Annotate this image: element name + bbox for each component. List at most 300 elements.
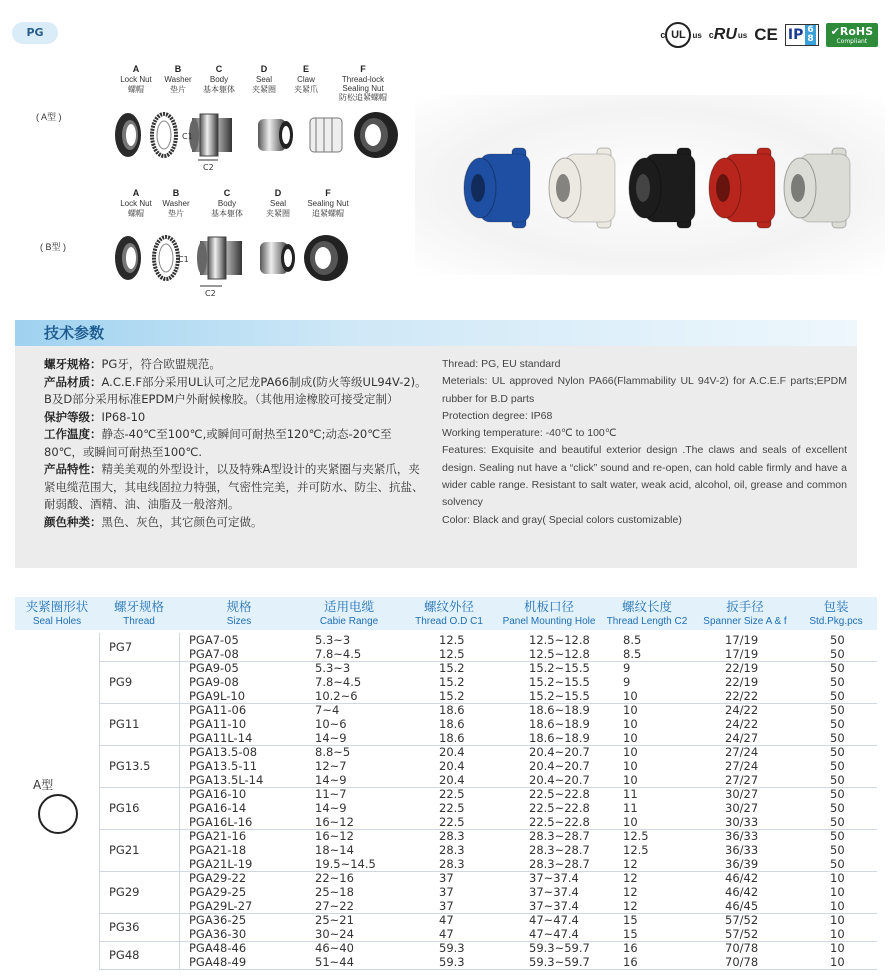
part-zh: 螺帽	[128, 209, 144, 218]
pg-series-badge: PG	[12, 22, 58, 44]
table-cell: 10	[830, 913, 845, 927]
table-cell: PGA29L-27	[189, 899, 253, 913]
part-zh: 追紧螺帽	[312, 209, 344, 218]
table-cell: 20.4~20.7	[529, 773, 590, 787]
section-header-bar	[15, 320, 857, 346]
table-row	[15, 955, 877, 969]
table-cell: 18.6~18.9	[529, 703, 590, 717]
table-cell: 47~47.4	[529, 913, 579, 927]
table-cell: 16~12	[315, 829, 354, 843]
table-cell: 50	[830, 759, 845, 773]
table-cell: 50	[830, 787, 845, 801]
table-row	[15, 773, 877, 787]
table-cell: 10	[623, 689, 638, 703]
table-cell: 10	[830, 927, 845, 941]
table-cell: 57/52	[725, 927, 759, 941]
table-row	[15, 731, 877, 745]
table-row	[15, 717, 877, 731]
table-cell: 10	[830, 941, 845, 955]
table-cell: PGA29-22	[189, 871, 247, 885]
table-cell: 25~18	[315, 885, 354, 899]
table-cell: 12.5	[623, 843, 649, 857]
part-en: Lock Nut	[120, 75, 152, 84]
table-cell: 36/39	[725, 857, 759, 871]
table-cell: 22.5	[439, 787, 465, 801]
part-zh: 基本躯体	[203, 85, 235, 94]
table-cell: 50	[830, 717, 845, 731]
table-cell: 10	[830, 885, 845, 899]
table-cell: PGA7-05	[189, 633, 239, 647]
thread-group-label: PG16	[109, 801, 140, 815]
table-cell: 50	[830, 857, 845, 871]
dim-c2-label: C2	[203, 163, 214, 172]
ru-us-mark: us	[737, 30, 748, 40]
table-cell: PGA16-14	[189, 801, 247, 815]
table-row	[15, 759, 877, 773]
table-cell: PGA11L-14	[189, 731, 253, 745]
ru-c-mark: c	[708, 30, 714, 40]
type-a-label: ( A型 )	[36, 112, 62, 122]
cable-gland-1	[464, 148, 530, 228]
spec-cn-protection: 保护等级：IP68-10	[44, 409, 146, 424]
table-cell: 10	[623, 815, 638, 829]
thread-group-label: PG13.5	[109, 759, 151, 773]
table-cell: 22.5~22.8	[529, 787, 590, 801]
spec-cn-material: 产品材质：A.C.E.F部分采用UL认可之尼龙PA66制成(防火等级UL94V-2)。B及D部分采用标准EPDM户外耐候橡胶。（其他用途橡胶可接受定制）	[44, 374, 427, 406]
part-letter: C	[215, 64, 223, 74]
table-cell: 18.6	[439, 703, 465, 717]
table-cell: 30~24	[315, 927, 354, 941]
table-cell: 7.8~4.5	[315, 675, 362, 689]
part-en: Seal	[255, 75, 272, 84]
ip-digits	[805, 25, 815, 45]
seal-hole-circle-icon	[38, 794, 78, 834]
table-cell: 16	[623, 941, 638, 955]
table-cell: 16~12	[315, 815, 354, 829]
washer-icon	[154, 237, 178, 279]
table-cell: PGA7-08	[189, 647, 239, 661]
table-cell: 18.6	[439, 731, 465, 745]
table-cell: 17/19	[725, 647, 759, 661]
table-cell: 59.3	[439, 941, 465, 955]
table-row	[15, 913, 877, 927]
table-cell: 15	[623, 927, 638, 941]
part-letter: E	[302, 64, 309, 74]
table-cell: 18.6	[439, 717, 465, 731]
ip-digit-1: 6	[807, 25, 814, 35]
part-letter: C	[223, 188, 231, 198]
table-cell: PGA11-10	[189, 717, 247, 731]
table-cell: 50	[830, 843, 845, 857]
cable-gland-3	[629, 148, 695, 228]
table-cell: 12.5	[439, 633, 465, 647]
part-letter: F	[360, 64, 366, 74]
table-cell: 10.2~6	[315, 689, 358, 703]
table-row	[15, 787, 877, 801]
diagram-a-part-f	[328, 64, 398, 103]
table-cell: PGA9-05	[189, 661, 239, 675]
table-cell: 16	[623, 955, 638, 969]
table-cell: 51~44	[315, 955, 354, 969]
claw-icon	[310, 118, 342, 152]
table-cell: 8.5	[623, 633, 642, 647]
table-cell: 37~37.4	[529, 899, 579, 913]
table-cell: 27/24	[725, 745, 759, 759]
table-header	[15, 597, 877, 630]
table-cell: 47	[439, 913, 454, 927]
header-cable-range: 适用电缆 Cabie Range	[319, 600, 379, 627]
thread-group-label: PG36	[109, 920, 140, 934]
table-cell: 12.5	[439, 647, 465, 661]
thread-group-label: PG11	[109, 717, 140, 731]
part-en: Claw	[297, 75, 315, 84]
table-cell: 28.3~28.7	[529, 857, 590, 871]
cable-gland-5	[784, 148, 850, 228]
table-cell: 50	[830, 633, 845, 647]
part-letter: D	[274, 188, 282, 198]
table-cell: 50	[830, 801, 845, 815]
part-letter: A	[132, 188, 140, 198]
part-letter: B	[172, 188, 180, 198]
part-en: Washer	[164, 75, 192, 84]
certification-logos	[660, 22, 878, 48]
table-cell: 30/33	[725, 815, 759, 829]
table-cell: PGA29-25	[189, 885, 247, 899]
part-zh: 夹紧爪	[294, 85, 318, 94]
type-b-label: ( B型 )	[40, 242, 66, 252]
spec-cn-thread: 螺牙规格：PG牙，符合欧盟规范。	[44, 357, 221, 371]
part-letter: D	[260, 64, 268, 74]
diagram-a-part-a	[112, 64, 160, 95]
table-cell: 20.4~20.7	[529, 759, 590, 773]
table-cell: 10	[830, 899, 845, 913]
washer-icon	[152, 114, 176, 156]
ip-digit-2: 8	[807, 34, 814, 44]
table-cell: 18~14	[315, 843, 354, 857]
table-cell: 7~4	[315, 703, 340, 717]
part-en: Thread-lock Sealing Nut	[341, 75, 385, 93]
table-cell: 5.3~3	[315, 661, 351, 675]
table-row	[15, 899, 877, 913]
spec-cn-features: 产品特性：精美美观的外型设计，以及特殊A型设计的夹紧圈与夹紧爪，夹紧电缆范围大，其电线固拉力特强，气密性完美，并可防水、防尘、抗盐、耐弱酸、酒精、油、油脂及一般溶剂。	[44, 462, 424, 511]
table-cell: 50	[830, 647, 845, 661]
table-row	[15, 857, 877, 871]
spec-en-protection: Protection degree: IP68	[442, 409, 553, 422]
dim-c2-label: C2	[205, 289, 216, 298]
diagram-a-part-e	[286, 64, 326, 95]
table-cell: 37~37.4	[529, 885, 579, 899]
table-cell: 20.4~20.7	[529, 745, 590, 759]
table-row	[15, 745, 877, 759]
table-cell: 59.3	[439, 955, 465, 969]
table-cell: PGA9L-10	[189, 689, 246, 703]
diagram-a-part-c	[192, 64, 246, 95]
table-cell: 28.3~28.7	[529, 843, 590, 857]
table-row	[15, 801, 877, 815]
thread-group-label: PG7	[109, 640, 133, 654]
part-letter: F	[325, 188, 331, 198]
table-cell: 22.5	[439, 815, 465, 829]
table-cell: 70/78	[725, 941, 759, 955]
table-cell: 12	[623, 857, 638, 871]
table-cell: PGA36-30	[189, 927, 247, 941]
table-cell: 46/42	[725, 871, 759, 885]
header-thread-length: 螺纹长度 Thread Length C2	[606, 600, 688, 627]
rohs-sub-label: Compliant	[836, 37, 868, 45]
table-cell: 14~9	[315, 731, 347, 745]
table-cell: 50	[830, 689, 845, 703]
table-cell: 27/24	[725, 759, 759, 773]
table-cell: 22.5~22.8	[529, 801, 590, 815]
table-cell: 18.6~18.9	[529, 731, 590, 745]
ul-recognized-icon	[709, 26, 747, 44]
table-cell: 37~37.4	[529, 871, 579, 885]
header-panel-hole: 机板口径 Panel Mounting Hole	[502, 600, 596, 627]
ul-us-mark: us	[692, 30, 702, 40]
table-row	[15, 675, 877, 689]
header-thread-od: 螺纹外径 Thread O.D C1	[415, 600, 483, 627]
table-cell: 10	[623, 717, 638, 731]
table-row	[15, 703, 877, 717]
thread-group-label: PG9	[109, 675, 133, 689]
section-title: 技术参数	[44, 324, 105, 342]
table-row	[15, 941, 877, 955]
sealing-nut-icon	[304, 235, 348, 281]
table-cell: 28.3	[439, 857, 465, 871]
part-en: Lock Nut	[120, 199, 152, 208]
part-zh: 螺帽	[128, 85, 144, 94]
table-row	[15, 843, 877, 857]
table-cell: 50	[830, 703, 845, 717]
table-cell: 50	[830, 745, 845, 759]
part-zh: 防松追紧螺帽	[339, 93, 387, 102]
table-cell: 20.4	[439, 759, 465, 773]
part-en: Body	[209, 75, 229, 84]
part-en: Sealing Nut	[307, 199, 349, 208]
table-cell: 47	[439, 927, 454, 941]
table-cell: PGA11-06	[189, 703, 247, 717]
ul-c-mark: c	[660, 30, 666, 40]
table-row	[15, 927, 877, 941]
spec-en-material: Meterials: UL approved Nylon PA66(Flammability UL 94V-2) for A.C.E.F parts;EPDM rubber for B.D parts	[442, 375, 847, 405]
table-cell: 46/42	[725, 885, 759, 899]
dim-c1-label: C1	[182, 132, 193, 141]
table-cell: 15.2	[439, 689, 465, 703]
part-zh: 垫片	[170, 85, 186, 94]
header-sizes: 规格 Sizes	[226, 600, 252, 627]
spec-en-features: Features: Exquisite and beautiful exterior design .The claws and seals of excellent design. Sealing nut have a “click” sound and re-open, can hold cable firmly and have a wider cable range. Resistant to salt water, weak acid, alcohol, oil, grease and common solvency	[442, 444, 847, 509]
table-row	[15, 689, 877, 703]
table-cell: 10	[830, 955, 845, 969]
table-cell: 50	[830, 815, 845, 829]
table-cell: 25~21	[315, 913, 354, 927]
table-cell: 15.2	[439, 675, 465, 689]
table-cell: 28.3	[439, 829, 465, 843]
table-cell: 10	[623, 773, 638, 787]
spec-en-temperature: Working temperature: -40℃ to 100℃	[442, 427, 617, 440]
table-cell: PGA48-49	[189, 955, 247, 969]
table-cell: PGA16-10	[189, 787, 247, 801]
table-row	[15, 633, 877, 647]
table-cell: 22.5~22.8	[529, 815, 590, 829]
table-cell: 12	[623, 871, 638, 885]
group-divider	[99, 969, 877, 970]
table-cell: 22/22	[725, 689, 759, 703]
cable-gland-2	[549, 148, 615, 228]
table-cell: 10	[830, 871, 845, 885]
diagram-b-exploded-view	[110, 232, 370, 302]
table-cell: 30/27	[725, 787, 759, 801]
table-cell: 37	[439, 899, 454, 913]
spec-list-chinese	[44, 356, 429, 531]
table-cell: PGA13.5-11	[189, 759, 258, 773]
table-row	[15, 829, 877, 843]
table-cell: 12~7	[315, 759, 347, 773]
header-pkg: 包装 Std.Pkg.pcs	[809, 600, 863, 627]
table-cell: 50	[830, 731, 845, 745]
table-cell: 50	[830, 661, 845, 675]
table-cell: 50	[830, 773, 845, 787]
table-cell: 10	[623, 731, 638, 745]
thread-group-label: PG48	[109, 948, 140, 962]
table-cell: 8.8~5	[315, 745, 351, 759]
diagram-a-exploded-view	[110, 110, 410, 178]
table-cell: 27/27	[725, 773, 759, 787]
header-spanner-size: 扳手径 Spanner Size A & f	[703, 600, 787, 627]
table-cell: 12.5	[623, 829, 649, 843]
diagram-b-part-b	[154, 188, 198, 219]
ul-mark: UL	[665, 22, 691, 48]
diagram-a-part-d	[246, 64, 282, 95]
table-cell: 7.8~4.5	[315, 647, 362, 661]
table-cell: 59.3~59.7	[529, 941, 590, 955]
ce-mark-icon: CE	[754, 25, 778, 44]
table-cell: 28.3~28.7	[529, 829, 590, 843]
table-cell: 19.5~14.5	[315, 857, 376, 871]
table-cell: 11	[623, 801, 638, 815]
lock-nut-icon	[115, 236, 141, 280]
sealing-nut-icon	[354, 112, 398, 158]
table-cell: 24/27	[725, 731, 759, 745]
spec-en-thread: Thread: PG, EU standard	[442, 358, 561, 370]
table-cell: PGA21-16	[189, 829, 247, 843]
table-row	[15, 815, 877, 829]
table-cell: 24/22	[725, 703, 759, 717]
diagram-b-part-f	[296, 188, 360, 219]
part-letter: B	[174, 64, 182, 74]
table-cell: 22/19	[725, 675, 759, 689]
table-cell: 57/52	[725, 913, 759, 927]
table-cell: 15	[623, 913, 638, 927]
table-row	[15, 885, 877, 899]
lock-nut-icon	[115, 113, 141, 157]
table-cell: 70/78	[725, 955, 759, 969]
thread-group-label: PG29	[109, 885, 140, 899]
table-cell: PGA13.5L-14	[189, 773, 264, 787]
table-cell: 30/27	[725, 801, 759, 815]
rohs-label: ✔RoHS	[830, 24, 873, 38]
table-cell: PGA13.5-08	[189, 745, 258, 759]
part-en: Washer	[162, 199, 190, 208]
rohs-icon	[826, 23, 878, 47]
part-zh: 垫片	[168, 209, 184, 218]
table-cell: 24/22	[725, 717, 759, 731]
spec-cn-temperature: 工作温度：静态-40℃至100℃,或瞬间可耐热至120℃;动态-20℃至80℃，或瞬间可耐热至100℃.	[44, 427, 392, 459]
body-icon	[197, 237, 242, 279]
part-zh: 夹紧圈	[266, 209, 290, 218]
table-cell: PGA16L-16	[189, 815, 253, 829]
table-cell: 37	[439, 885, 454, 899]
table-cell: 27~22	[315, 899, 354, 913]
table-cell: PGA21L-19	[189, 857, 253, 871]
table-cell: 12.5~12.8	[529, 647, 590, 661]
thread-group-label: PG21	[109, 843, 140, 857]
table-cell: 5.3~3	[315, 633, 351, 647]
table-cell: PGA48-46	[189, 941, 247, 955]
table-cell: 17/19	[725, 633, 759, 647]
spec-list-english	[442, 356, 847, 529]
table-cell: 59.3~59.7	[529, 955, 590, 969]
seal-icon	[258, 119, 293, 151]
body-icon	[189, 114, 232, 156]
table-cell: 11	[623, 787, 638, 801]
table-cell: 18.6~18.9	[529, 717, 590, 731]
ul-listed-icon	[660, 22, 701, 48]
part-zh: 夹紧圈	[252, 85, 276, 94]
table-cell: 50	[830, 675, 845, 689]
seal-type-label: A型	[33, 778, 54, 792]
table-row	[15, 871, 877, 885]
table-cell: 12	[623, 885, 638, 899]
table-cell: 22.5	[439, 801, 465, 815]
seal-icon	[260, 242, 295, 274]
part-zh: 基本躯体	[211, 209, 243, 218]
part-en: Seal	[269, 199, 286, 208]
diagram-b-part-c	[200, 188, 254, 219]
table-cell: 47~47.4	[529, 927, 579, 941]
table-cell: 28.3	[439, 843, 465, 857]
table-cell: 9	[623, 675, 631, 689]
diagram-b-part-a	[112, 188, 160, 219]
table-row	[15, 647, 877, 661]
table-cell: 15.2~15.5	[529, 689, 590, 703]
table-cell: 8.5	[623, 647, 642, 661]
ip-text: IP	[787, 27, 804, 43]
table-cell: 12	[623, 899, 638, 913]
table-cell: 50	[830, 829, 845, 843]
table-cell: 36/33	[725, 843, 759, 857]
table-row	[15, 661, 877, 675]
spec-cn-color: 颜色种类：黑色、灰色，其它颜色可定做。	[44, 514, 263, 529]
table-cell: 15.2	[439, 661, 465, 675]
table-cell: 10	[623, 759, 638, 773]
table-cell: 14~9	[315, 801, 347, 815]
table-cell: PGA36-25	[189, 913, 247, 927]
table-cell: 20.4	[439, 773, 465, 787]
table-cell: 10	[623, 745, 638, 759]
table-cell: 20.4	[439, 745, 465, 759]
table-cell: PGA9-08	[189, 675, 239, 689]
product-photo	[450, 130, 870, 250]
table-cell: 46/45	[725, 899, 759, 913]
table-cell: 22~16	[315, 871, 354, 885]
table-cell: 12.5~12.8	[529, 633, 590, 647]
dim-c1-label: C1	[178, 255, 189, 264]
table-cell: PGA21-18	[189, 843, 247, 857]
cable-gland-4	[709, 148, 775, 228]
table-cell: 15.2~15.5	[529, 675, 590, 689]
spec-en-color: Color: Black and gray( Special colors customizable)	[442, 513, 682, 526]
